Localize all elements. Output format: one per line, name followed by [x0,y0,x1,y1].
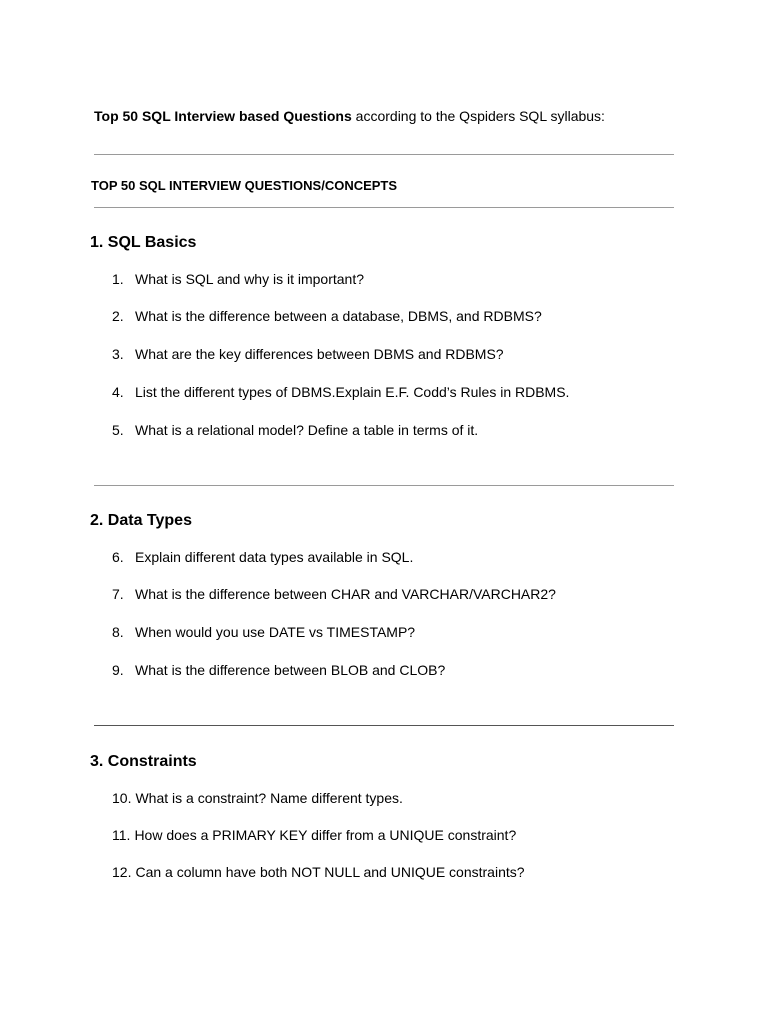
item-text: When would you use DATE vs TIMESTAMP? [135,624,416,640]
list-item [112,271,364,287]
intro-rest: according to the Qspiders SQL syllabus: [351,108,605,124]
item-number: 3. [112,346,124,362]
item-number: 10. [112,790,132,806]
intro-line [94,108,605,124]
section-title-constraints: 3. Constraints [90,753,197,770]
list-item [112,586,556,602]
item-text: What is a relational model? Define a table in terms of it. [135,422,479,438]
item-text: How does a PRIMARY KEY differ from a UNIQUE constraint? [134,827,517,843]
item-text: What is SQL and why is it important? [135,271,365,287]
list-item [112,864,525,880]
item-text: What are the key differences between DBMS and RDBMS? [135,346,504,362]
item-text: List the different types of DBMS.Explain E.F. Codd’s Rules in RDBMS. [135,384,570,400]
list-item [112,790,403,806]
divider-section-1 [94,485,674,486]
item-number: 7. [112,586,124,602]
list-item [112,662,445,678]
item-text: Can a column have both NOT NULL and UNIQUE constraints? [135,864,525,880]
item-number: 2. [112,308,124,324]
item-number: 9. [112,662,124,678]
list-item [112,624,415,640]
divider-section-2 [94,725,674,726]
list-item [112,827,516,843]
list-item [112,549,413,565]
item-number: 8. [112,624,124,640]
item-number: 11. [112,827,131,843]
item-number: 6. [112,549,124,565]
item-number: 5. [112,422,124,438]
item-text: What is the difference between BLOB and CLOB? [135,662,446,678]
item-text: Explain different data types available in SQL. [135,549,414,565]
item-text: What is the difference between a database, DBMS, and RDBMS? [135,308,542,324]
section-title-sql-basics: 1. SQL Basics [90,234,197,251]
list-item [112,384,569,400]
list-item [112,308,542,324]
item-text: What is a constraint? Name different types. [135,790,403,806]
item-text: What is the difference between CHAR and VARCHAR/VARCHAR2? [135,586,556,602]
intro-bold: Top 50 SQL Interview based Questions [94,108,352,124]
list-item [112,346,504,362]
item-number: 4. [112,384,124,400]
list-item [112,422,478,438]
section-title-data-types: 2. Data Types [90,512,192,529]
divider-top [94,154,674,155]
item-number: 1. [112,271,124,287]
document-subtitle: TOP 50 SQL INTERVIEW QUESTIONS/CONCEPTS [91,178,398,193]
divider-subtitle [94,207,674,208]
item-number: 12. [112,864,132,880]
